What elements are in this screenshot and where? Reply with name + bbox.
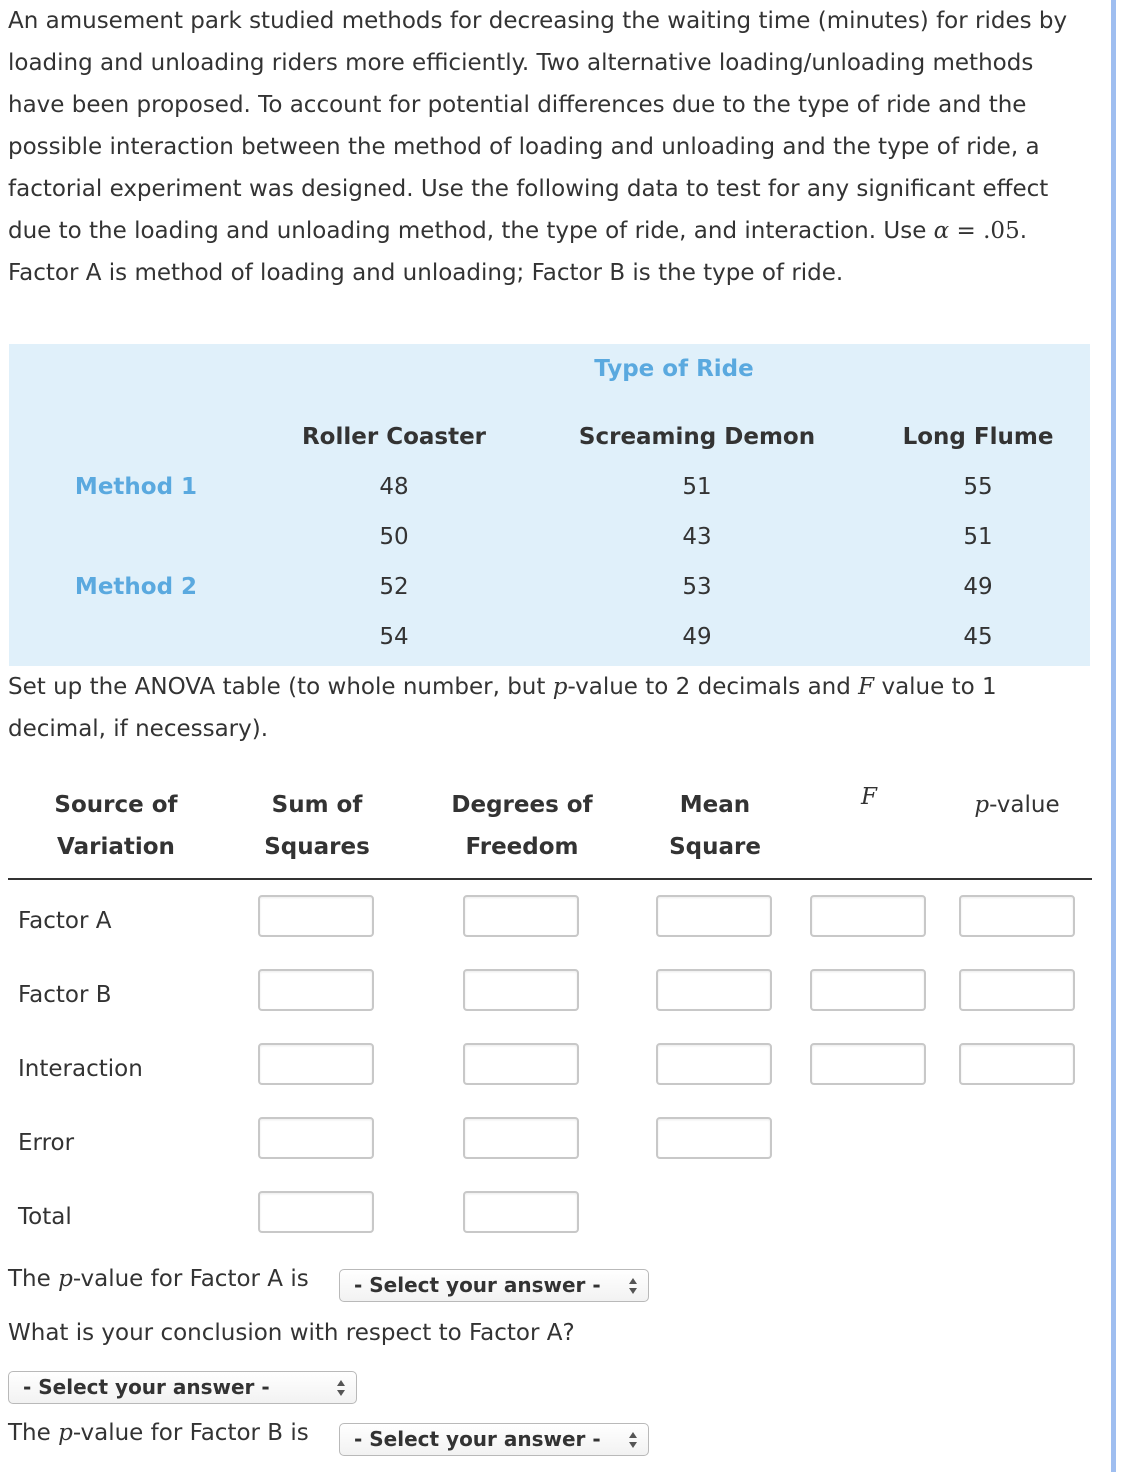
- factor-b-p-value-input[interactable]: [959, 969, 1075, 1011]
- select-arrows-icon: [628, 1430, 638, 1450]
- col-header-screaming-demon: Screaming Demon: [578, 424, 816, 450]
- interaction-p-value-input[interactable]: [959, 1043, 1075, 1085]
- cell-value: 55: [963, 474, 993, 500]
- cell-value: 52: [379, 574, 409, 600]
- alpha-symbol: α: [933, 218, 950, 244]
- setup-instructions: Set up the ANOVA table (to whole number, but p-value to 2 decimals and F value to 1 decimal, if necessary).: [8, 674, 997, 742]
- factor-a-f-input[interactable]: [810, 895, 926, 937]
- cell-value: 49: [963, 574, 993, 600]
- factor-a-p-value-select[interactable]: - Select your answer -: [339, 1269, 649, 1302]
- data-table: [9, 344, 1090, 666]
- col-header-roller-coaster: Roller Coaster: [301, 424, 487, 450]
- header-sum-of-squares: Sum of Squares: [264, 792, 370, 860]
- factor-a-ms-input[interactable]: [656, 895, 772, 937]
- select-arrows-icon: [628, 1276, 638, 1296]
- cell-value: 51: [682, 474, 712, 500]
- cell-value: 43: [682, 524, 712, 550]
- row-label-error: Error: [18, 1130, 75, 1156]
- cell-value: 45: [963, 624, 993, 650]
- question-p-value-factor-b: The p-value for Factor B is: [8, 1420, 309, 1446]
- factor-a-conclusion-select[interactable]: - Select your answer -: [8, 1371, 357, 1404]
- row-label-total: Total: [18, 1204, 72, 1230]
- row-label-method-2: Method 2: [74, 574, 198, 600]
- factor-b-f-input[interactable]: [810, 969, 926, 1011]
- cell-value: 54: [379, 624, 409, 650]
- factor-b-p-value-select[interactable]: - Select your answer -: [339, 1423, 649, 1456]
- cell-value: 51: [963, 524, 993, 550]
- row-label-interaction: Interaction: [18, 1056, 143, 1082]
- header-f: F: [861, 784, 877, 810]
- error-ms-input[interactable]: [656, 1117, 772, 1159]
- cell-value: 50: [379, 524, 409, 550]
- header-source-of-variation: Source of Variation: [54, 792, 178, 860]
- interaction-df-input[interactable]: [463, 1043, 579, 1085]
- cell-value: 49: [682, 624, 712, 650]
- error-df-input[interactable]: [463, 1117, 579, 1159]
- header-p-value: p-value: [974, 792, 1060, 818]
- factor-b-ss-input[interactable]: [258, 969, 374, 1011]
- header-mean-square: Mean Square: [669, 792, 761, 860]
- factor-a-ss-input[interactable]: [258, 895, 374, 937]
- interaction-ms-input[interactable]: [656, 1043, 772, 1085]
- cell-value: 53: [682, 574, 712, 600]
- row-label-factor-b: Factor B: [18, 982, 112, 1008]
- factor-a-p-value-input[interactable]: [959, 895, 1075, 937]
- total-df-input[interactable]: [463, 1191, 579, 1233]
- table-header-rule: [8, 878, 1092, 880]
- col-header-long-flume: Long Flume: [902, 424, 1054, 450]
- right-scroll-edge: [1111, 0, 1116, 1472]
- total-ss-input[interactable]: [258, 1191, 374, 1233]
- interaction-f-input[interactable]: [810, 1043, 926, 1085]
- row-label-factor-a: Factor A: [18, 908, 112, 934]
- alpha-value: .05: [983, 218, 1020, 244]
- header-degrees-of-freedom: Degrees of Freedom: [451, 792, 593, 860]
- problem-statement: An amusement park studied methods for decreasing the waiting time (minutes) for rides by loading and unloading riders more efficiently. Two alternative loading/unloading methods have been proposed. To account for potential differences due to the type of ride and the possible interaction between the method of loading and unloading and the type of ride, a factorial experiment was designed. Use the following data to test for any significant effect due to the loading and unloading method, the type of ride, and interaction. Use α = .05. Factor A is method of loading and unloading; Factor B is the type of ride.: [8, 8, 1068, 286]
- select-arrows-icon: [336, 1378, 346, 1398]
- factor-a-df-input[interactable]: [463, 895, 579, 937]
- factor-b-df-input[interactable]: [463, 969, 579, 1011]
- interaction-ss-input[interactable]: [258, 1043, 374, 1085]
- error-ss-input[interactable]: [258, 1117, 374, 1159]
- row-label-method-1: Method 1: [74, 474, 198, 500]
- factor-b-ms-input[interactable]: [656, 969, 772, 1011]
- question-p-value-factor-a: The p-value for Factor A is: [8, 1266, 309, 1292]
- data-table-title: Type of Ride: [594, 356, 754, 382]
- cell-value: 48: [379, 474, 409, 500]
- question-conclusion-factor-a: What is your conclusion with respect to Factor A?: [8, 1320, 575, 1346]
